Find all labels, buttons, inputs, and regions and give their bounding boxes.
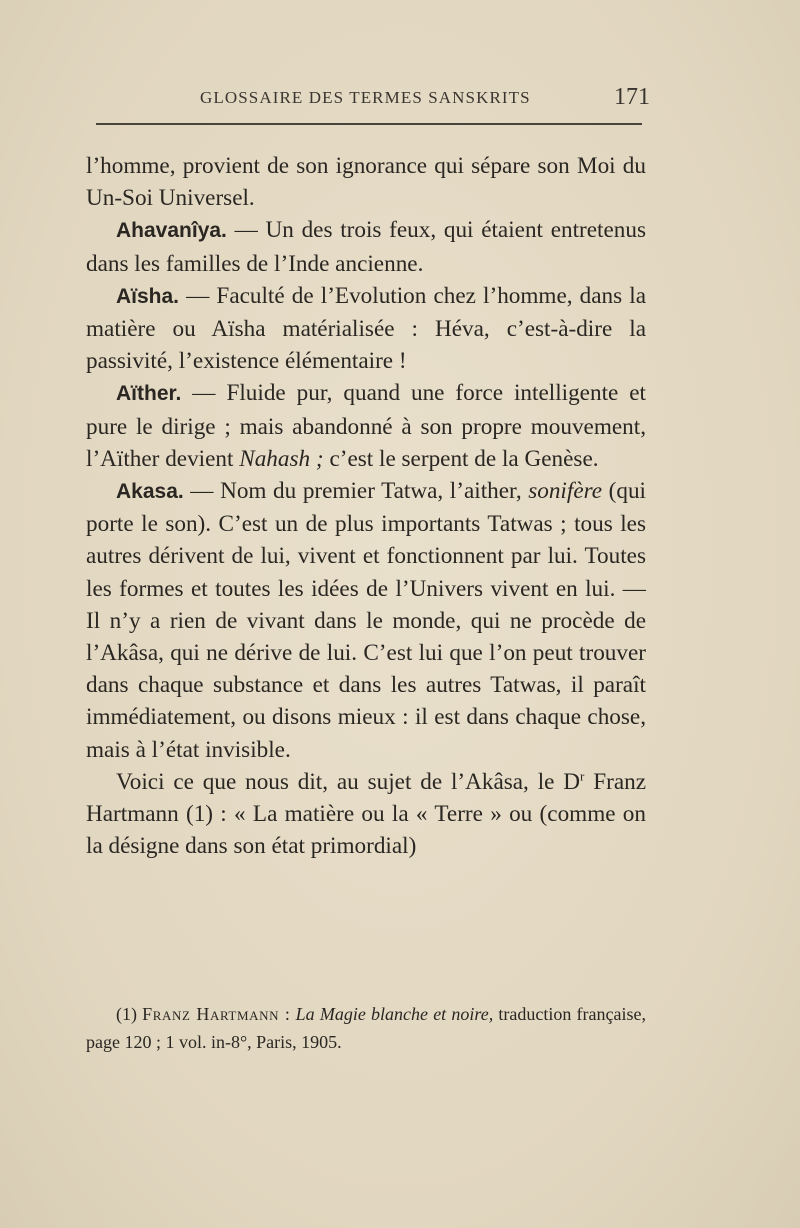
running-title: GLOSSAIRE DES TERMES SANSKRITS — [200, 88, 531, 107]
footnote-title: La Magie blanche et noire, — [295, 1004, 494, 1024]
entry-term: Aïsha. — [116, 284, 180, 308]
paragraph-hartmann: Voici ce que nous dit, au sujet de l’Akâsa, le $D^r$ Franz Hartmann (1) : « La matière ou la « Terre » ou (comme on la désigne dans son état primordial) — [86, 768, 646, 860]
glossary-body — [86, 150, 646, 862]
footnote-marker: (1) — [116, 1004, 143, 1024]
footnote — [86, 1000, 646, 1056]
entry-definition: — Nom du premier Tatwa, l’aither, — [183, 478, 529, 505]
entry-definition: — Faculté de l’Evolution chez l’homme, dans la matière ou Aïsha matérialisée : Héva, c’est-à-dire la passivité, l’existence élémentaire ! — [86, 282, 646, 375]
entry-term: Akasa. — [116, 480, 184, 504]
entry-italic: Nahash ; — [239, 445, 324, 472]
footnote-details: traduction française, page 120 ; 1 vol. in-8°, Paris, 1905. — [86, 1004, 646, 1052]
entry-italic: sonifère — [528, 478, 603, 505]
entry-definition: — Un des trois feux, qui étaient entretenus dans les familles de l’Inde ancienne. — [86, 217, 646, 277]
paragraph-continuation: l’homme, provient de son ignorance qui sépare son Moi du Un-Soi Universel. — [86, 153, 646, 212]
entry-term: Aïther. — [116, 382, 182, 406]
footnote-author: Franz Hartmann : — [142, 1004, 291, 1024]
entry-definition: — Fluide pur, quand une force intelligente et pure le dirige ; mais abandonné à son propre mouvement, l’Aïther devient — [86, 380, 646, 472]
entry-aisha — [86, 280, 646, 378]
entry-aither — [86, 377, 646, 475]
entry-definition-end: c’est le serpent de la Genèse. — [323, 445, 599, 472]
entry-ahavaniya — [86, 214, 646, 279]
entry-akasa — [86, 475, 646, 766]
page-header — [196, 84, 656, 114]
entry-definition-end: (qui porte le son). C’est un de plus importants Tatwas ; tous les autres dérivent de lui, vivent et fonctionnent par lui. Toutes les formes et toutes les idées de l’Univers vivent en lui. — Il n’y a rien de vivant dans le monde, qui ne procède de l’Akâsa, qui ne dérive de lui. C’est lui que l’on peut trouver dans chaque substance et dans les autres Tatwas, il paraît immédiatement, ou disons mieux : il est dans chaque chose, mais à l’état invisible. — [86, 478, 647, 763]
header-rule — [96, 123, 642, 125]
page-number: 171 — [614, 84, 650, 110]
entry-term: Ahavanîya. — [116, 219, 227, 243]
title-abbrev: r — [580, 768, 585, 784]
